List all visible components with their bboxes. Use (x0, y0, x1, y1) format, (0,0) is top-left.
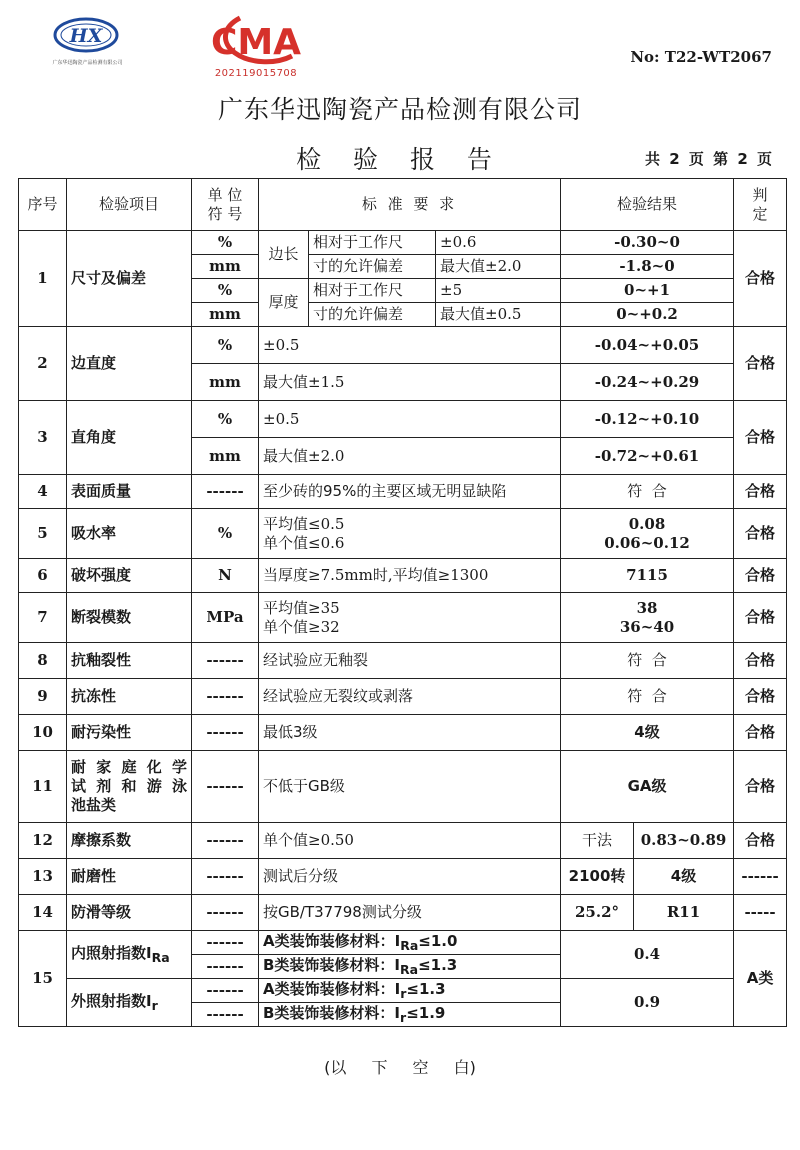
row-standard: 至少砖的95%的主要区域无明显缺陷 (259, 475, 561, 509)
row-standard: ±0.5 (259, 327, 561, 364)
row-judgement: 合格 (734, 715, 787, 751)
table-row (19, 327, 787, 364)
row-item (67, 931, 192, 979)
table-row (19, 509, 787, 559)
row-item: 直角度 (67, 401, 192, 475)
row-standard: 最低3级 (259, 715, 561, 751)
row-result: 0.4 (561, 931, 734, 979)
row-unit: % (192, 509, 259, 559)
row-unit: ------ (192, 475, 259, 509)
row-standard: 按GB/T37798测试分级 (259, 895, 561, 931)
standard-limit: ≤1.3 (406, 979, 446, 998)
row-item: 表面质量 (67, 475, 192, 509)
document-title: 检 验 报 告 (296, 145, 504, 174)
row-number: 13 (19, 859, 67, 895)
row-judgement: ------ (734, 859, 787, 895)
row-result: 0~+1 (561, 279, 734, 303)
row-standard: 测试后分级 (259, 859, 561, 895)
standard-limit: ≤1.9 (406, 1003, 446, 1022)
row-standard: 经试验应无裂纹或剥落 (259, 679, 561, 715)
row-number: 1 (19, 231, 67, 327)
thickness-label: 厚度 (259, 279, 309, 327)
row-result: 0.9 (561, 979, 734, 1027)
cma-logo-text: CMA (210, 22, 302, 63)
row-unit: ------ (192, 751, 259, 823)
row-unit: mm (192, 303, 259, 327)
row-unit: MPa (192, 593, 259, 643)
row-item: 吸水率 (67, 509, 192, 559)
edge-label: 边长 (259, 231, 309, 279)
row-judgement: 合格 (734, 401, 787, 475)
row-result: 0~+0.2 (561, 303, 734, 327)
row-number: 11 (19, 751, 67, 823)
row-unit: ------ (192, 679, 259, 715)
standard-subscript: r (400, 1009, 407, 1025)
result-line: 0.08 (628, 514, 666, 533)
row-number: 10 (19, 715, 67, 751)
row-result: R11 (634, 895, 734, 931)
row-judgement: 合格 (734, 559, 787, 593)
standard-limit: ≤1.3 (418, 955, 458, 974)
report-number: No: T22-WT2067 (630, 48, 772, 66)
row-standard (259, 931, 561, 955)
standard-subscript: Ra (400, 961, 419, 977)
row-item (67, 979, 192, 1027)
table-row (19, 593, 787, 643)
table-row (19, 859, 787, 895)
standard-text: B类装饰装修材料：I (263, 1003, 401, 1022)
relative-label: 寸的允许偏差 (309, 255, 436, 279)
row-item: 耐污染性 (67, 715, 192, 751)
row-standard (259, 1003, 561, 1027)
row-standard: 不低于GB级 (259, 751, 561, 823)
row-unit: mm (192, 255, 259, 279)
row-result: 符 合 (561, 679, 734, 715)
row-number: 2 (19, 327, 67, 401)
row-standard: 最大值±0.5 (436, 303, 561, 327)
row-judgement: 合格 (734, 751, 787, 823)
table-row (19, 823, 787, 859)
table-row (19, 715, 787, 751)
standard-limit: ≤1.0 (418, 931, 458, 950)
table-row (19, 979, 787, 1003)
row-number: 14 (19, 895, 67, 931)
row-item: 防滑等级 (67, 895, 192, 931)
result-line: 36~40 (619, 617, 675, 636)
header-standard: 标 准 要 求 (259, 179, 561, 231)
hx-logo-text: HX (69, 25, 103, 47)
row-unit: ------ (192, 895, 259, 931)
row-standard (259, 955, 561, 979)
header-unit: 单 位 符 号 (192, 179, 259, 231)
row-standard: 最大值±2.0 (259, 438, 561, 475)
row-standard (259, 979, 561, 1003)
row-result (561, 509, 734, 559)
row-number: 12 (19, 823, 67, 859)
standard-subscript: Ra (400, 937, 419, 953)
row-unit: % (192, 279, 259, 303)
cma-logo (200, 12, 312, 82)
row-result: -0.04~+0.05 (561, 327, 734, 364)
blank-below-note: (以 下 空 白) (324, 1058, 476, 1077)
row-item: 耐磨性 (67, 859, 192, 895)
row-number: 7 (19, 593, 67, 643)
row-number: 5 (19, 509, 67, 559)
row-unit: % (192, 231, 259, 255)
row-number: 8 (19, 643, 67, 679)
standard-subscript: r (400, 985, 407, 1001)
row-standard: 最大值±2.0 (436, 255, 561, 279)
standard-line: 平均值≥35 (263, 598, 340, 617)
table-row (19, 895, 787, 931)
table-row (19, 751, 787, 823)
standard-text: A类装饰装修材料：I (263, 931, 401, 950)
row-result: -0.12~+0.10 (561, 401, 734, 438)
table-row (19, 401, 787, 438)
row-result: 4级 (561, 715, 734, 751)
row-result: 0.83~0.89 (634, 823, 734, 859)
inspection-table (18, 178, 787, 1027)
row-result: -0.24~+0.29 (561, 364, 734, 401)
row-unit: ------ (192, 979, 259, 1003)
row-number: 6 (19, 559, 67, 593)
header-judgement: 判 定 (734, 179, 787, 231)
row-result: -1.8~0 (561, 255, 734, 279)
hx-logo-mark (52, 16, 120, 54)
item-text: 内照射指数I (71, 943, 152, 962)
row-result: -0.30~0 (561, 231, 734, 255)
row-standard: 当厚度≥7.5mm时,平均值≥1300 (259, 559, 561, 593)
row-judgement: 合格 (734, 643, 787, 679)
page-indicator: 共 2 页 第 2 页 (645, 150, 772, 168)
row-number: 4 (19, 475, 67, 509)
row-result (561, 593, 734, 643)
table-header-row (19, 179, 787, 231)
result-method: 干法 (561, 823, 634, 859)
row-judgement: ----- (734, 895, 787, 931)
row-number: 9 (19, 679, 67, 715)
item-line: 池盐类 (71, 795, 117, 814)
row-standard: ±0.6 (436, 231, 561, 255)
row-standard: 最大值±1.5 (259, 364, 561, 401)
row-standard (259, 509, 561, 559)
row-unit: mm (192, 364, 259, 401)
row-judgement: 合格 (734, 509, 787, 559)
row-number: 15 (19, 931, 67, 1027)
row-standard: ±5 (436, 279, 561, 303)
row-result: 符 合 (561, 475, 734, 509)
relative-label: 相对于工作尺 (309, 231, 436, 255)
row-standard: 单个值≥0.50 (259, 823, 561, 859)
item-subscript: Ra (151, 949, 170, 965)
row-result: 4级 (634, 859, 734, 895)
result-cycles: 2100转 (561, 859, 634, 895)
hx-logo-caption: 广东华迅陶瓷产品检测有限公司 (52, 60, 123, 66)
table-row (19, 679, 787, 715)
row-unit: % (192, 327, 259, 364)
row-item: 破坏强度 (67, 559, 192, 593)
row-item (67, 751, 192, 823)
standard-line: 平均值≤0.5 (263, 514, 345, 533)
standard-line: 单个值≤0.6 (263, 533, 345, 552)
row-unit: ------ (192, 715, 259, 751)
cma-mark (200, 12, 312, 68)
row-unit: ------ (192, 859, 259, 895)
row-judgement: 合格 (734, 231, 787, 327)
row-unit: ------ (192, 643, 259, 679)
row-item: 抗釉裂性 (67, 643, 192, 679)
row-judgement: 合格 (734, 475, 787, 509)
table-row (19, 475, 787, 509)
row-judgement: 合格 (734, 327, 787, 401)
row-result: -0.72~+0.61 (561, 438, 734, 475)
row-unit: ------ (192, 931, 259, 955)
header-item: 检验项目 (67, 179, 192, 231)
relative-label: 相对于工作尺 (309, 279, 436, 303)
standard-text: B类装饰装修材料：I (263, 955, 401, 974)
header-no: 序号 (19, 179, 67, 231)
table-row (19, 231, 787, 255)
row-unit: ------ (192, 1003, 259, 1027)
table-row (19, 559, 787, 593)
company-name: 广东华迅陶瓷产品检测有限公司 (217, 95, 582, 124)
standard-line: 单个值≥32 (263, 617, 340, 636)
row-item: 断裂模数 (67, 593, 192, 643)
row-standard (259, 593, 561, 643)
row-unit: ------ (192, 955, 259, 979)
row-judgement: 合格 (734, 823, 787, 859)
result-line: 0.06~0.12 (604, 533, 690, 552)
result-line: 38 (636, 598, 658, 617)
row-standard: 经试验应无釉裂 (259, 643, 561, 679)
standard-text: A类装饰装修材料：I (263, 979, 401, 998)
row-result: 7115 (561, 559, 734, 593)
row-result: GA级 (561, 751, 734, 823)
result-angle: 25.2° (561, 895, 634, 931)
item-line: 耐家庭化学 (71, 758, 187, 777)
hx-logo (40, 14, 135, 74)
item-subscript: r (151, 997, 158, 1013)
row-standard: ±0.5 (259, 401, 561, 438)
row-item: 抗冻性 (67, 679, 192, 715)
table-row (19, 931, 787, 955)
item-line: 试剂和游泳 (71, 777, 187, 796)
row-item: 边直度 (67, 327, 192, 401)
table-row (19, 643, 787, 679)
relative-label: 寸的允许偏差 (309, 303, 436, 327)
row-unit: N (192, 559, 259, 593)
row-item: 尺寸及偏差 (67, 231, 192, 327)
row-result: 符 合 (561, 643, 734, 679)
row-unit: ------ (192, 823, 259, 859)
row-judgement: A类 (734, 931, 787, 1027)
cma-number: 202119015708 (214, 68, 298, 79)
row-item: 摩擦系数 (67, 823, 192, 859)
row-unit: mm (192, 438, 259, 475)
row-judgement: 合格 (734, 679, 787, 715)
header-result: 检验结果 (561, 179, 734, 231)
item-text: 外照射指数I (71, 991, 152, 1010)
row-unit: % (192, 401, 259, 438)
row-judgement: 合格 (734, 593, 787, 643)
row-number: 3 (19, 401, 67, 475)
